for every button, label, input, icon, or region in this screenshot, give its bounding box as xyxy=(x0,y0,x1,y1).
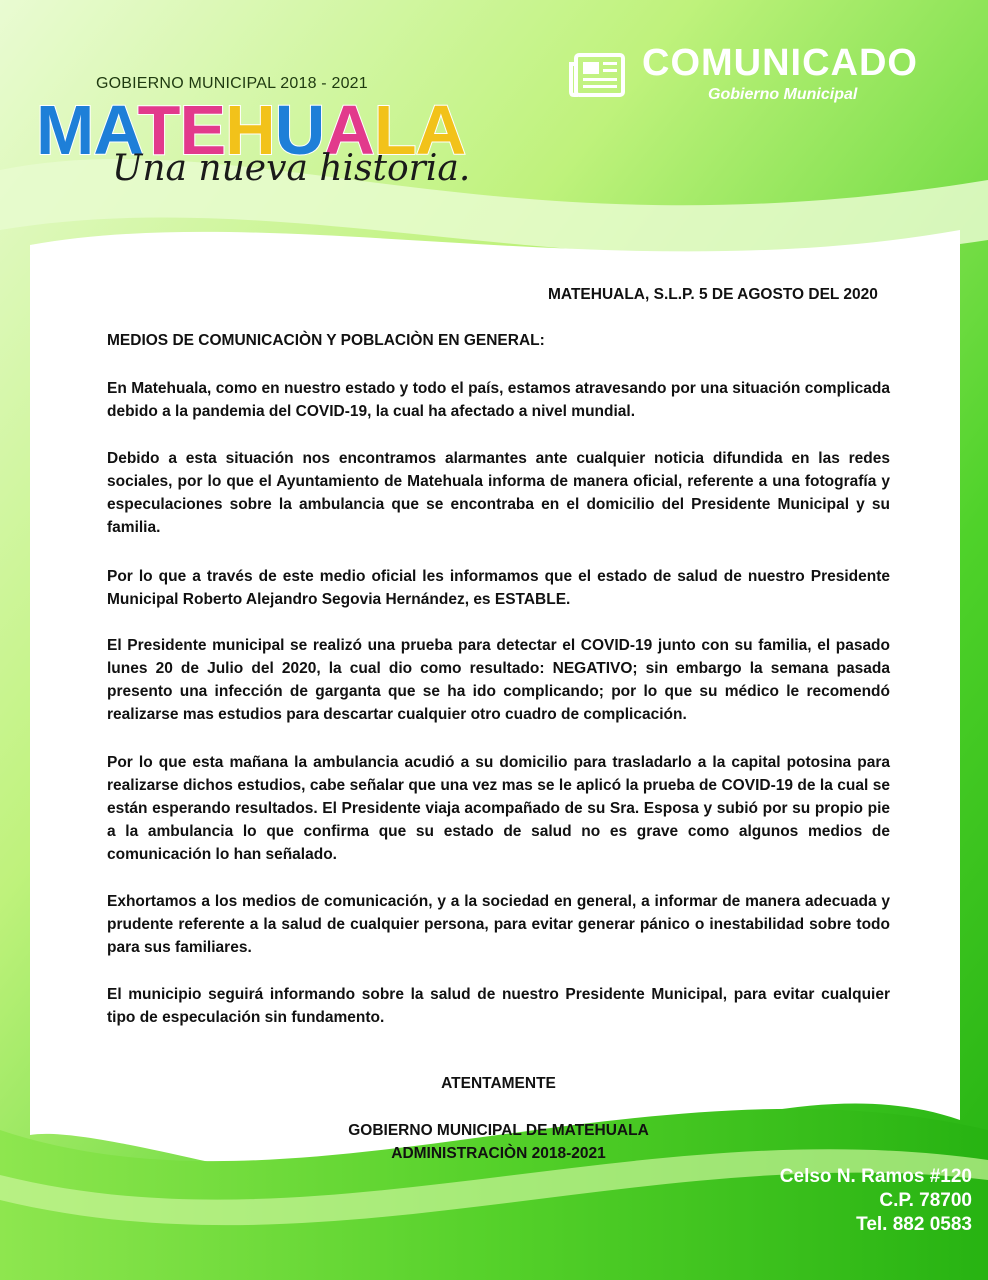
paragraph-5: Por lo que esta mañana la ambulancia acudió a su domicilio para trasladarlo a la capital potosina para realizarse dichos estudios, cabe señalar que una vez mas se le aplicó la prueba de COVID-19 de la cual se están esperando resultados. El Presidente viaja acompañado de su Sra. Esposa y subió por su propio pie a la ambulancia lo que confirma que su estado de salud no es grave como algunos medios de comunicación lo han señalado. xyxy=(107,754,890,863)
newspaper-icon xyxy=(568,52,626,98)
letter-date: MATEHUALA, S.L.P. 5 DE AGOSTO DEL 2020 xyxy=(548,286,878,303)
signature-line-1: GOBIERNO MUNICIPAL DE MATEHUALA xyxy=(348,1122,649,1139)
footer-postal-code: C.P. 78700 xyxy=(879,1190,972,1211)
paragraph-7: El municipio seguirá informando sobre la salud de nuestro Presidente Municipal, para evitar cualquier tipo de especulación sin fundamento. xyxy=(107,986,890,1026)
closing: ATENTAMENTE xyxy=(441,1075,556,1092)
paragraph-4: El Presidente municipal se realizó una prueba para detectar el COVID-19 junto con su familia, el pasado lunes 20 de Julio del 2020, la cual dio como resultado: NEGATIVO; sin embargo la semana pasada presento una infección de garganta que se ha ido complicando; por lo que su médico le recomendó realizarse mas estudios para descartar cualquier otro cuadro de complicación. xyxy=(107,637,890,723)
letter-addressee: MEDIOS DE COMUNICACIÒN Y POBLACIÒN EN GENERAL: xyxy=(107,332,545,349)
logo-text: MATEHUALA xyxy=(36,91,466,169)
paragraph-6: Exhortamos a los medios de comunicación, y a la sociedad en general, a informar de manera adecuada y prudente referente a la salud de cualquier persona, para evitar generar pánico o inestabilidad sobre todo para sus familiares. xyxy=(107,893,890,956)
paragraph-3: Por lo que a través de este medio oficial les informamos que el estado de salud de nuestro Presidente Municipal Roberto Alejandro Segovia Hernández, es ESTABLE. xyxy=(107,568,890,608)
slogan: Una nueva historia. xyxy=(112,148,471,189)
government-period-line: GOBIERNO MUNICIPAL 2018 - 2021 xyxy=(96,75,368,92)
footer-address: Celso N. Ramos #120 xyxy=(779,1166,972,1187)
comunicado-subtitle: Gobierno Municipal xyxy=(708,86,858,103)
comunicado-title: COMUNICADO xyxy=(642,42,918,84)
paragraph-2: Debido a esta situación nos encontramos alarmantes ante cualquier noticia difundida en las redes sociales, por lo que el Ayuntamiento de Matehuala informa de manera oficial, referente a una fotografía y especulaciones sobre la ambulancia que se encontraba en el domicilio del Presidente Municipal y su familia. xyxy=(107,450,890,536)
footer-phone: Tel. 882 0583 xyxy=(856,1214,972,1235)
signature-line-2: ADMINISTRACIÒN 2018-2021 xyxy=(391,1145,606,1162)
paragraph-1: En Matehuala, como en nuestro estado y todo el país, estamos atravesando por una situación complicada debido a la pandemia del COVID-19, la cual ha afectado a nivel mundial. xyxy=(107,380,890,420)
